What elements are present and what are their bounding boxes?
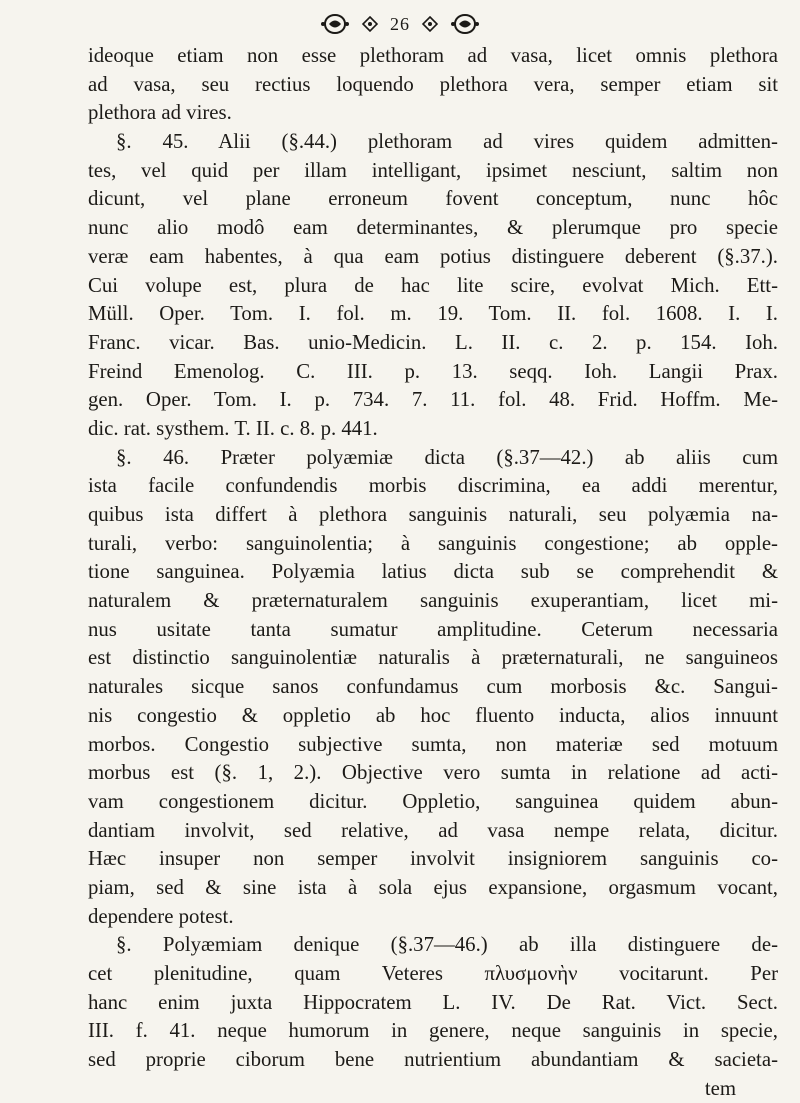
text-line: Hæc insuper non semper involvit insigniorem sanguinis co- [88, 847, 778, 871]
text-line: gen. Oper. Tom. I. p. 734. 7. 11. fol. 48. Frid. Hoffm. Me- [88, 388, 778, 412]
paragraph-45-start: §. 45. Alii (§.44.) plethoram ad vires quidem admitten- [116, 130, 778, 154]
body-text [88, 42, 778, 1103]
diamond-icon [422, 16, 438, 32]
text-line: Freind Emenolog. C. III. p. 13. seqq. Ioh. Langii Prax. [88, 359, 778, 383]
text-line: piam, sed & sine ista à sola ejus expansione, orgasmum vocant, [88, 875, 778, 899]
text-line: naturales sicque sanos confundamus cum morbosis &c. Sangui- [88, 675, 778, 699]
text-line: dependere potest. [88, 904, 234, 928]
text-line: veræ eam habentes, à qua eam potius distinguere deberent (§.37.). [88, 244, 778, 268]
text-line: naturalem & præternaturalem sanguinis exuperantiam, licet mi- [88, 589, 778, 613]
text-line: nis congestio & oppletio ab hoc fluento inducta, alios innuunt [88, 703, 778, 727]
text-line: nunc alio modô eam determinantes, & plerumque pro specie [88, 216, 778, 240]
page-header [0, 8, 800, 40]
text-line: est distinctio sanguinolentiæ naturalis à præternaturali, ne sanguineos [88, 646, 778, 670]
diamond-icon [362, 16, 378, 32]
text-line: morbus est (§. 1, 2.). Objective vero sumta in relatione ad acti- [88, 761, 778, 785]
text-line: ideoque etiam non esse plethoram ad vasa, licet omnis plethora [88, 44, 778, 67]
floral-ornament-icon [320, 13, 350, 35]
text-line: dicunt, vel plane erroneum fovent conceptum, nunc hôc [88, 187, 778, 211]
paragraph-polyaemia-start: §. Polyæmiam denique (§.37—46.) ab illa distinguere de- [116, 933, 778, 957]
text-line: Franc. vicar. Bas. unio-Medicin. L. II. c. 2. p. 154. Ioh. [88, 330, 778, 354]
text-line: cet plenitudine, quam Veteres πλυσμονὴν vocitarunt. Per [88, 962, 778, 985]
text-line: nus usitate tanta sumatur amplitudine. Ceterum necessaria [88, 617, 778, 641]
text-line: hanc enim juxta Hippocratem L. IV. De Rat. Vict. Sect. [88, 990, 778, 1014]
text-line: quibus ista differt à plethora sanguinis naturali, seu polyæmia na- [88, 503, 778, 526]
text-line: turali, verbo: sanguinolentia; à sanguinis congestione; ab opple- [88, 531, 778, 555]
paragraph-46-start: §. 46. Præter polyæmiæ dicta (§.37—42.) ab aliis cum [116, 445, 778, 469]
floral-ornament-icon [450, 13, 480, 35]
text-line: dantiam involvit, sed relative, ad vasa nempe relata, dicitur. [88, 818, 778, 842]
text-line: Cui volupe est, plura de hac lite scire, evolvat Mich. Ett- [88, 273, 778, 297]
text-line: vam congestionem dicitur. Oppletio, sanguinea quidem abun- [88, 789, 778, 813]
text-line: plethora ad vires. [88, 101, 232, 125]
text-line: III. f. 41. neque humorum in genere, neque sanguinis in specie, [88, 1019, 778, 1043]
catchword: tem [704, 1076, 736, 1100]
text-line: ista facile confundendis morbis discrimina, ea addi merentur, [88, 474, 778, 498]
text-line: ad vasa, seu rectius loquendo plethora vera, semper etiam sit [88, 72, 778, 96]
text-line: morbos. Congestio subjective sumta, non materiæ sed motuum [88, 732, 778, 756]
page-number: 26 [390, 13, 410, 34]
text-line: tes, vel quid per illam intelligant, ipsimet nesciunt, saltim non [88, 158, 778, 182]
text-line: dic. rat. systhem. T. II. c. 8. p. 441. [88, 416, 378, 440]
text-line: tione sanguinea. Polyæmia latius dicta sub se comprehendit & [88, 560, 778, 584]
text-line: Müll. Oper. Tom. I. fol. m. 19. Tom. II. fol. 1608. I. I. [88, 302, 778, 326]
text-line: sed proprie ciborum bene nutrientium abundantiam & sacieta- [88, 1048, 778, 1072]
